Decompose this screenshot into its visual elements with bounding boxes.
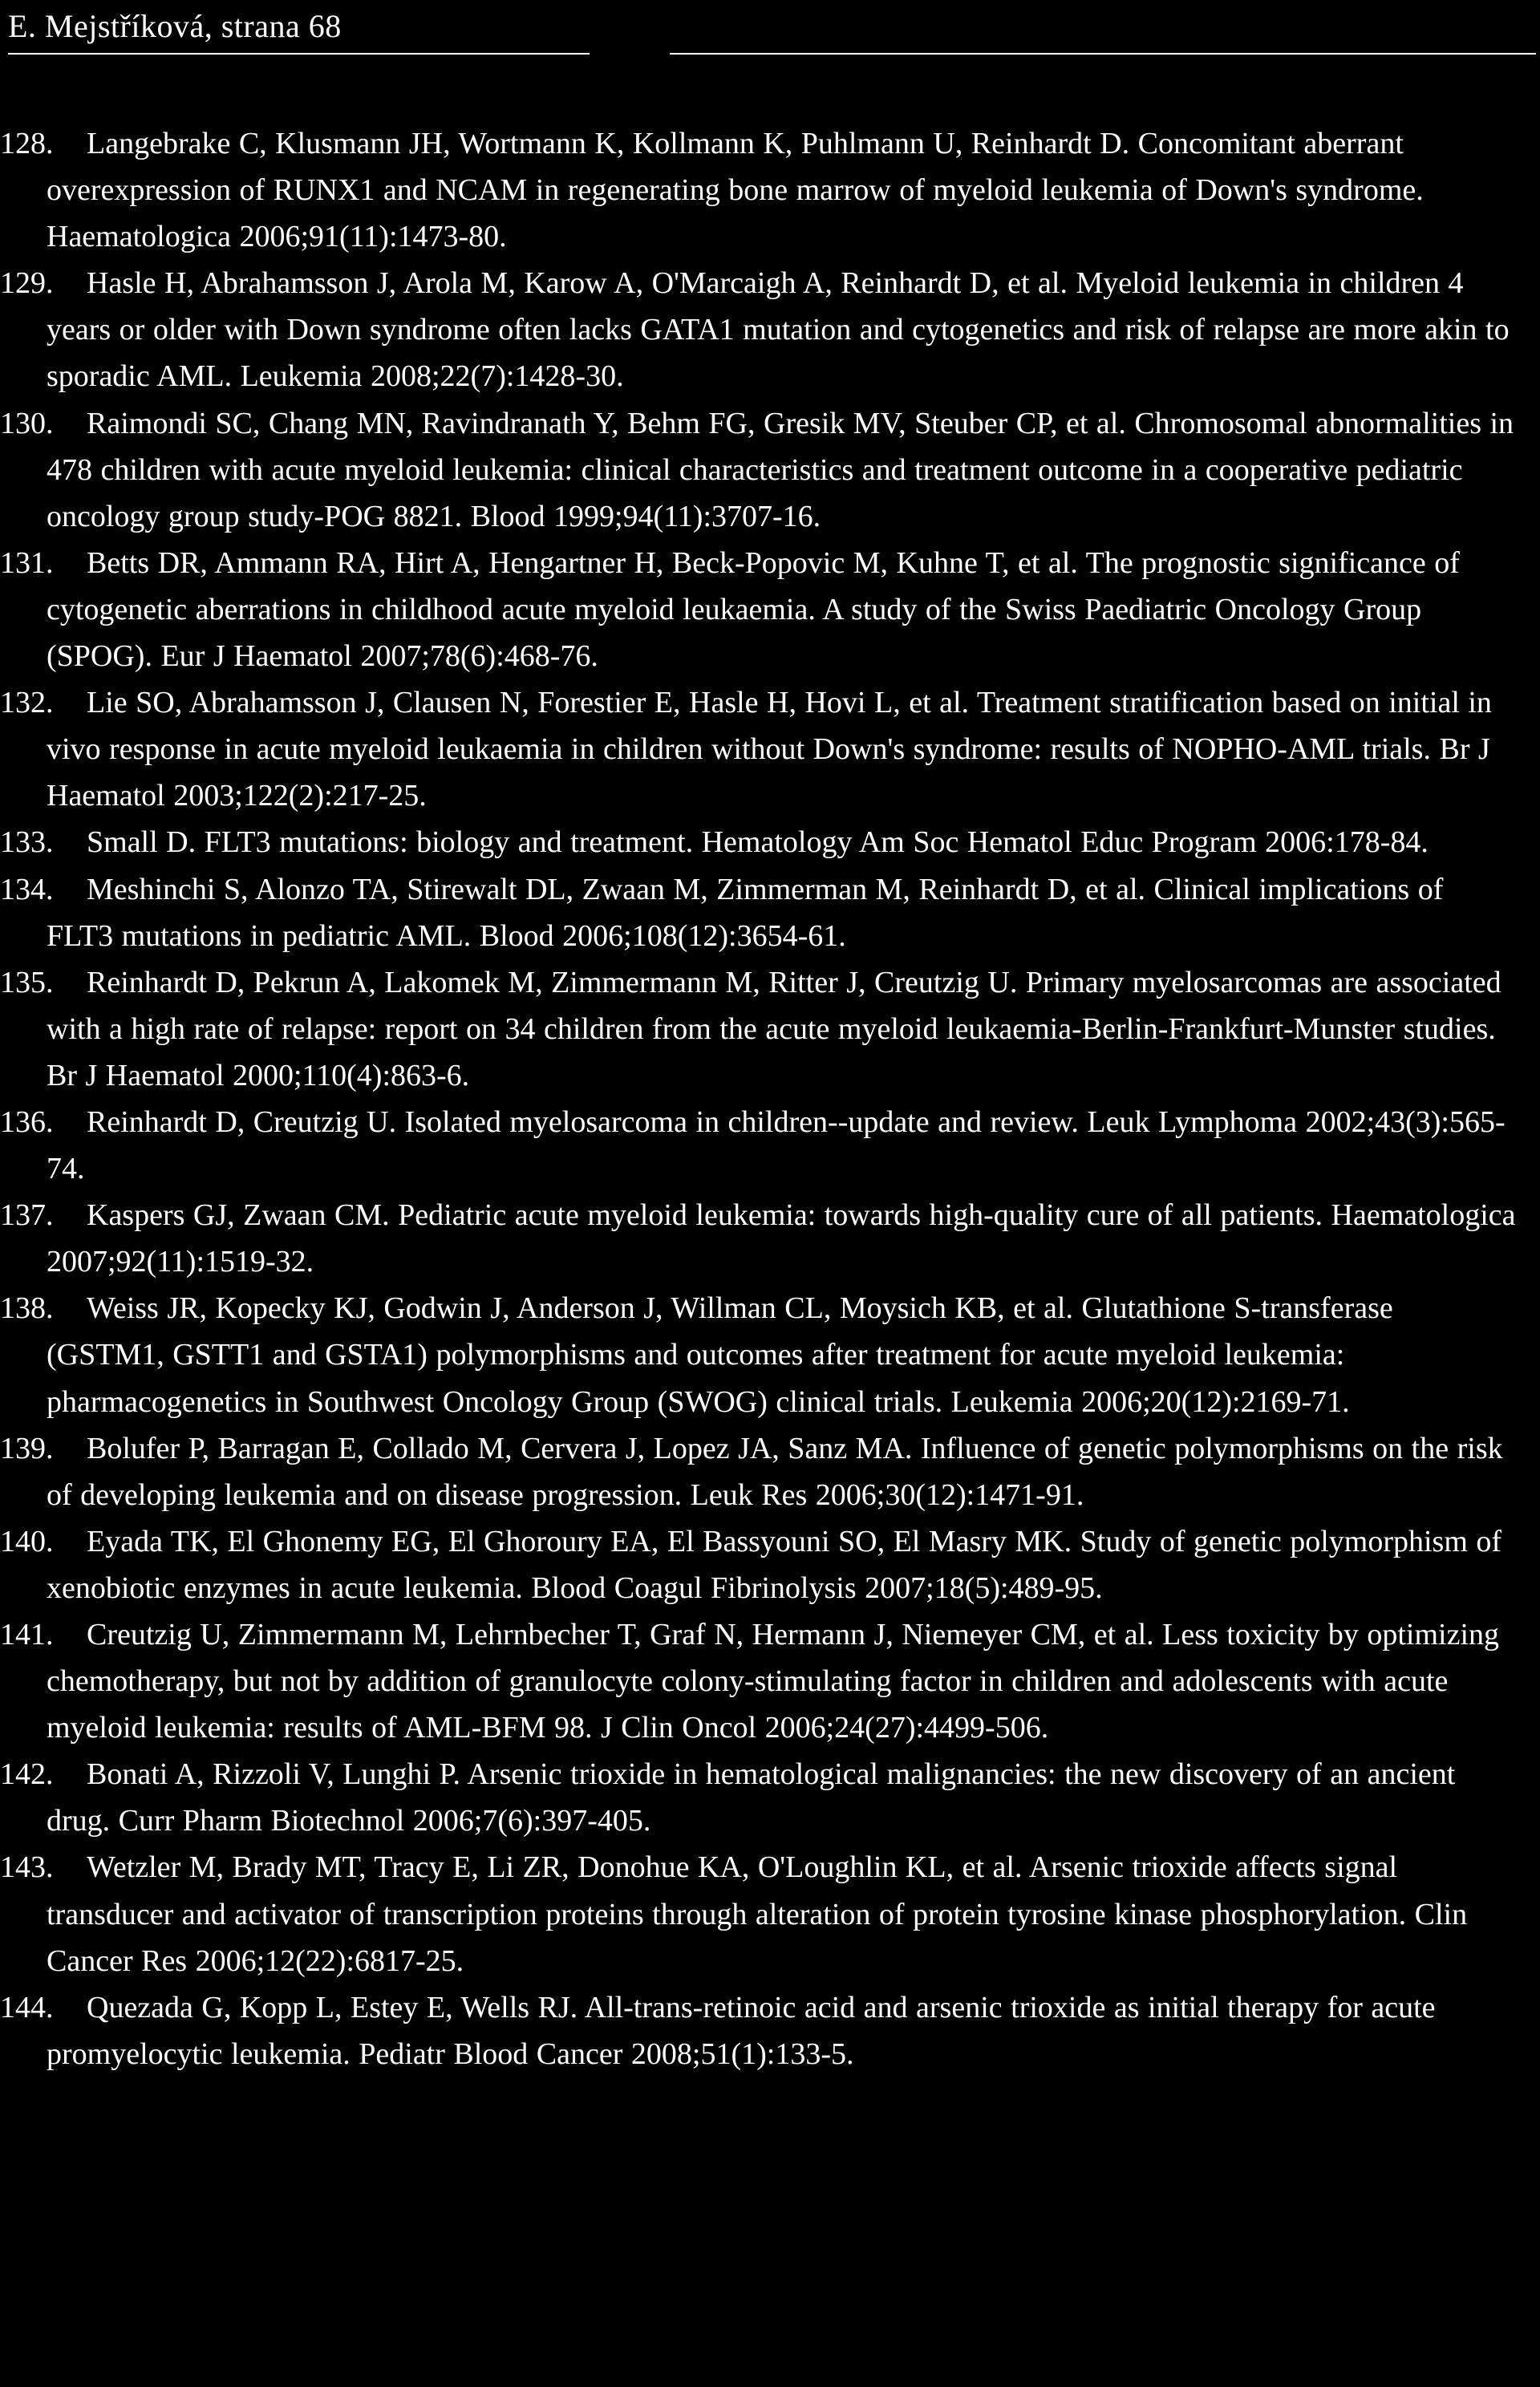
reference-text: Bolufer P, Barragan E, Collado M, Cervera J, Lopez JA, Sanz MA. Influence of genetic polymorphisms on the risk of developing leukemia and on disease progression. Leuk Res 2006;30(12):1471-91. <box>47 1431 1503 1512</box>
reference-text: Raimondi SC, Chang MN, Ravindranath Y, Behm FG, Gresik MV, Steuber CP, et al. Chromosomal abnormalities in 478 children with acute myeloid leukemia: clinical characteristics and treatment outcome in a cooperative pediatric oncology group study-POG 8821. Blood 1999;94(11):3707-16. <box>47 406 1514 533</box>
reference-item-142 <box>0 1751 1516 1844</box>
reference-text: Creutzig U, Zimmermann M, Lehrnbecher T, Graf N, Hermann J, Niemeyer CM, et al. Less toxicity by optimizing chemotherapy, but not by addition of granulocyte colony-stimulating factor in children and adolescents with acute myeloid leukemia: results of AML-BFM 98. J Clin Oncol 2006;24(27):4499-506. <box>47 1618 1500 1745</box>
reference-text: Betts DR, Ammann RA, Hirt A, Hengartner H, Beck-Popovic M, Kuhne T, et al. The prognostic significance of cytogenetic aberrations in childhood acute myeloid leukaemia. A study of the Swiss Paediatric Oncology Group (SPOG). Eur J Haematol 2007;78(6):468-76. <box>47 545 1460 674</box>
reference-item-133 <box>0 819 1516 865</box>
header-rule-left <box>8 53 590 55</box>
reference-number: 132. <box>0 686 54 720</box>
reference-item-128 <box>0 120 1516 260</box>
reference-text: Bonati A, Rizzoli V, Lunghi P. Arsenic trioxide in hematological malignancies: the new discovery of an ancient drug. Curr Pharm Biotechnol 2006;7(6):397-405. <box>47 1757 1456 1838</box>
reference-item-141 <box>0 1611 1516 1751</box>
reference-text: Meshinchi S, Alonzo TA, Stirewalt DL, Zwaan M, Zimmerman M, Reinhardt D, et al. Clinical implications of FLT3 mutations in pediatric AML. Blood 2006;108(12):3654-61. <box>47 872 1444 953</box>
reference-text: Reinhardt D, Creutzig U. Isolated myelosarcoma in children--update and review. Leuk Lymphoma 2002;43(3):565-74. <box>47 1104 1506 1186</box>
reference-text: Small D. FLT3 mutations: biology and treatment. Hematology Am Soc Hematol Educ Program 2006:178-84. <box>87 825 1429 860</box>
reference-number: 128. <box>0 127 54 160</box>
reference-number: 135. <box>0 965 54 999</box>
page-header: E. Mejstříková, strana 68 <box>8 8 342 44</box>
reference-item-136 <box>0 1099 1516 1192</box>
reference-text: Eyada TK, El Ghonemy EG, El Ghoroury EA, El Bassyouni SO, El Masry MK. Study of genetic polymorphism of xenobiotic enzymes in acute leukemia. Blood Coagul Fibrinolysis 2007;18(5):489-95. <box>47 1524 1502 1605</box>
reference-item-139 <box>0 1425 1516 1518</box>
reference-number: 144. <box>0 1990 54 2024</box>
reference-text: Reinhardt D, Pekrun A, Lakomek M, Zimmermann M, Ritter J, Creutzig U. Primary myelosarcomas are associated with a high rate of relapse: report on 34 children from the acute myeloid leukaemia-Berlin-Frankfurt-Munster studies. Br J Haematol 2000;110(4):863-6. <box>47 965 1502 1092</box>
reference-number: 130. <box>0 406 54 440</box>
reference-item-129 <box>0 260 1516 399</box>
reference-item-144 <box>0 1984 1516 2077</box>
reference-item-135 <box>0 959 1516 1099</box>
reference-number: 141. <box>0 1618 54 1651</box>
reference-number: 143. <box>0 1850 54 1885</box>
reference-number: 136. <box>0 1104 54 1139</box>
reference-item-134 <box>0 866 1516 959</box>
reference-text: Kaspers GJ, Zwaan CM. Pediatric acute myeloid leukemia: towards high-quality cure of all patients. Haematologica 2007;92(11):1519-32. <box>47 1198 1516 1279</box>
reference-number: 140. <box>0 1524 54 1558</box>
reference-number: 138. <box>0 1291 54 1326</box>
reference-text: Hasle H, Abrahamsson J, Arola M, Karow A, O'Marcaigh A, Reinhardt D, et al. Myeloid leukemia in children 4 years or older with Down syndrome often lacks GATA1 mutation and cytogenetics and risk of relapse are more akin to sporadic AML. Leukemia 2008;22(7):1428-30. <box>47 266 1510 394</box>
reference-text: Weiss JR, Kopecky KJ, Godwin J, Anderson J, Willman CL, Moysich KB, et al. Glutathione S-transferase (GSTM1, GSTT1 and GSTA1) polymorphisms and outcomes after treatment for acute myeloid leukemia: pharmacogenetics in Southwest Oncology Group (SWOG) clinical trials. Leukemia 2006;20(12):2169-71. <box>47 1291 1393 1419</box>
reference-number: 134. <box>0 872 54 906</box>
header-rule-right <box>670 53 1536 55</box>
reference-list <box>0 120 1516 2077</box>
reference-item-138 <box>0 1285 1516 1424</box>
reference-number: 129. <box>0 266 54 301</box>
reference-text: Quezada G, Kopp L, Estey E, Wells RJ. All-trans-retinoic acid and arsenic trioxide as initial therapy for acute promyelocytic leukemia. Pediatr Blood Cancer 2008;51(1):133-5. <box>47 1990 1436 2071</box>
reference-item-130 <box>0 400 1516 540</box>
reference-text: Wetzler M, Brady MT, Tracy E, Li ZR, Donohue KA, O'Loughlin KL, et al. Arsenic trioxide affects signal transducer and activator of transcription proteins through alteration of protein tyrosine kinase phosphorylation. Clin Cancer Res 2006;12(22):6817-25. <box>47 1850 1468 1978</box>
reference-number: 137. <box>0 1198 54 1233</box>
reference-text: Lie SO, Abrahamsson J, Clausen N, Forestier E, Hasle H, Hovi L, et al. Treatment stratification based on initial in vivo response in acute myeloid leukaemia in children without Down's syndrome: results of NOPHO-AML trials. Br J Haematol 2003;122(2):217-25. <box>47 686 1492 813</box>
reference-item-131 <box>0 540 1516 679</box>
reference-number: 131. <box>0 545 54 580</box>
reference-number: 133. <box>0 825 54 860</box>
reference-item-140 <box>0 1518 1516 1611</box>
reference-number: 139. <box>0 1431 54 1465</box>
reference-number: 142. <box>0 1757 54 1792</box>
reference-text: Langebrake C, Klusmann JH, Wortmann K, Kollmann K, Puhlmann U, Reinhardt D. Concomitant aberrant overexpression of RUNX1 and NCAM in regenerating bone marrow of myeloid leukemia of Down's syndrome. Haematologica 2006;91(11):1473-80. <box>47 127 1424 254</box>
reference-item-137 <box>0 1192 1516 1285</box>
reference-item-143 <box>0 1844 1516 1984</box>
reference-item-132 <box>0 679 1516 819</box>
